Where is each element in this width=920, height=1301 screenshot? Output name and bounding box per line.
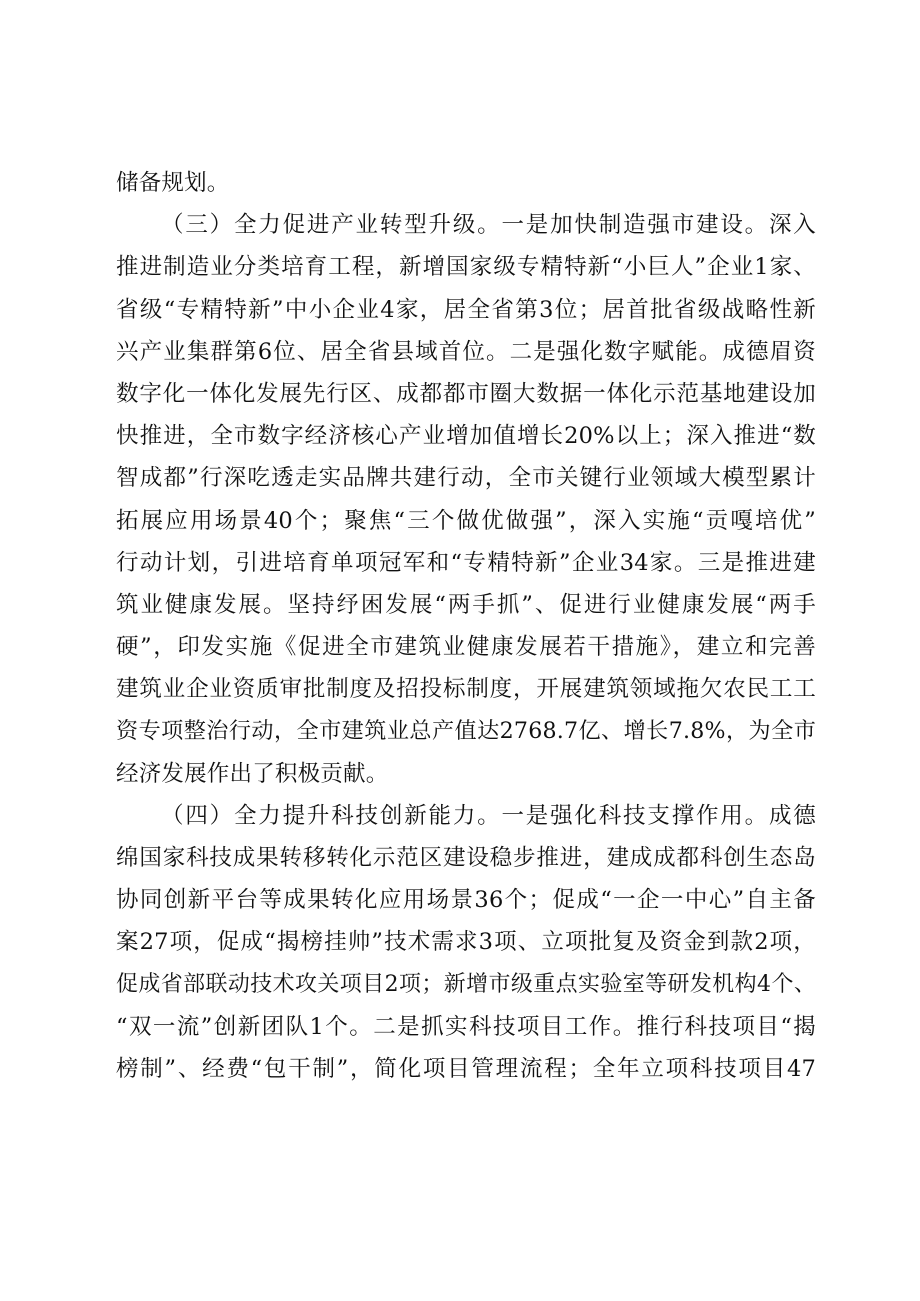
body-text xyxy=(116,162,816,1090)
text-line: 智成都”行深吃透走实品牌共建行动，全市关键行业领域大模型累计 xyxy=(116,465,816,492)
text-line: 拓展应用场景40个；聚焦“三个做优做强”，深入实施“贡嘎培优” xyxy=(116,507,816,534)
text-line: 快推进，全市数字经济核心产业增加值增长20%以上；深入推进“数 xyxy=(116,423,816,450)
text-line: （四）全力提升科技创新能力。一是强化科技支撑作用。成德 xyxy=(161,802,816,829)
text-line: 推进制造业分类培育工程，新增国家级专精特新“小巨人”企业1家、 xyxy=(116,254,816,281)
text-line: 协同创新平台等成果转化应用场景36个；促成“一企一中心”自主备 xyxy=(116,887,816,914)
text-line: “双一流”创新团队1个。二是抓实科技项目工作。推行科技项目“揭 xyxy=(116,1013,816,1040)
text-line: 建筑业企业资质审批制度及招投标制度，开展建筑领域拖欠农民工工 xyxy=(116,676,816,703)
text-line: 案27项，促成“揭榜挂帅”技术需求3项、立项批复及资金到款2项， xyxy=(116,929,816,956)
text-line: 硬”，印发实施《促进全市建筑业健康发展若干措施》，建立和完善 xyxy=(116,634,816,661)
text-line: 省级“专精特新”中小企业4家，居全省第3位；居首批省级战略性新 xyxy=(116,296,816,323)
text-line: 经济发展作出了积极贡献。 xyxy=(116,760,389,787)
text-line: 资专项整治行动，全市建筑业总产值达2768.7亿、增长7.8%，为全市 xyxy=(116,718,816,745)
text-line: 数字化一体化发展先行区、成都都市圈大数据一体化示范基地建设加 xyxy=(116,380,816,407)
text-line: 绵国家科技成果转移转化示范区建设稳步推进，建成成都科创生态岛 xyxy=(116,845,816,871)
text-line: 促成省部联动技术攻关项目2项；新增市级重点实验室等研发机构4个、 xyxy=(116,971,816,997)
text-line: 榜制”、经费“包干制”，简化项目管理流程；全年立项科技项目47 xyxy=(116,1055,816,1082)
text-line: 兴产业集群第6位、居全省县域首位。二是强化数字赋能。成德眉资 xyxy=(116,338,816,365)
text-line: 储备规划。 xyxy=(116,170,230,196)
text-line: 筑业健康发展。坚持纾困发展“两手抓”、促进行业健康发展“两手 xyxy=(116,591,816,618)
text-line: （三）全力促进产业转型升级。一是加快制造强市建设。深入 xyxy=(161,212,816,239)
text-line: 行动计划，引进培育单项冠军和“专精特新”企业34家。三是推进建 xyxy=(116,549,816,576)
